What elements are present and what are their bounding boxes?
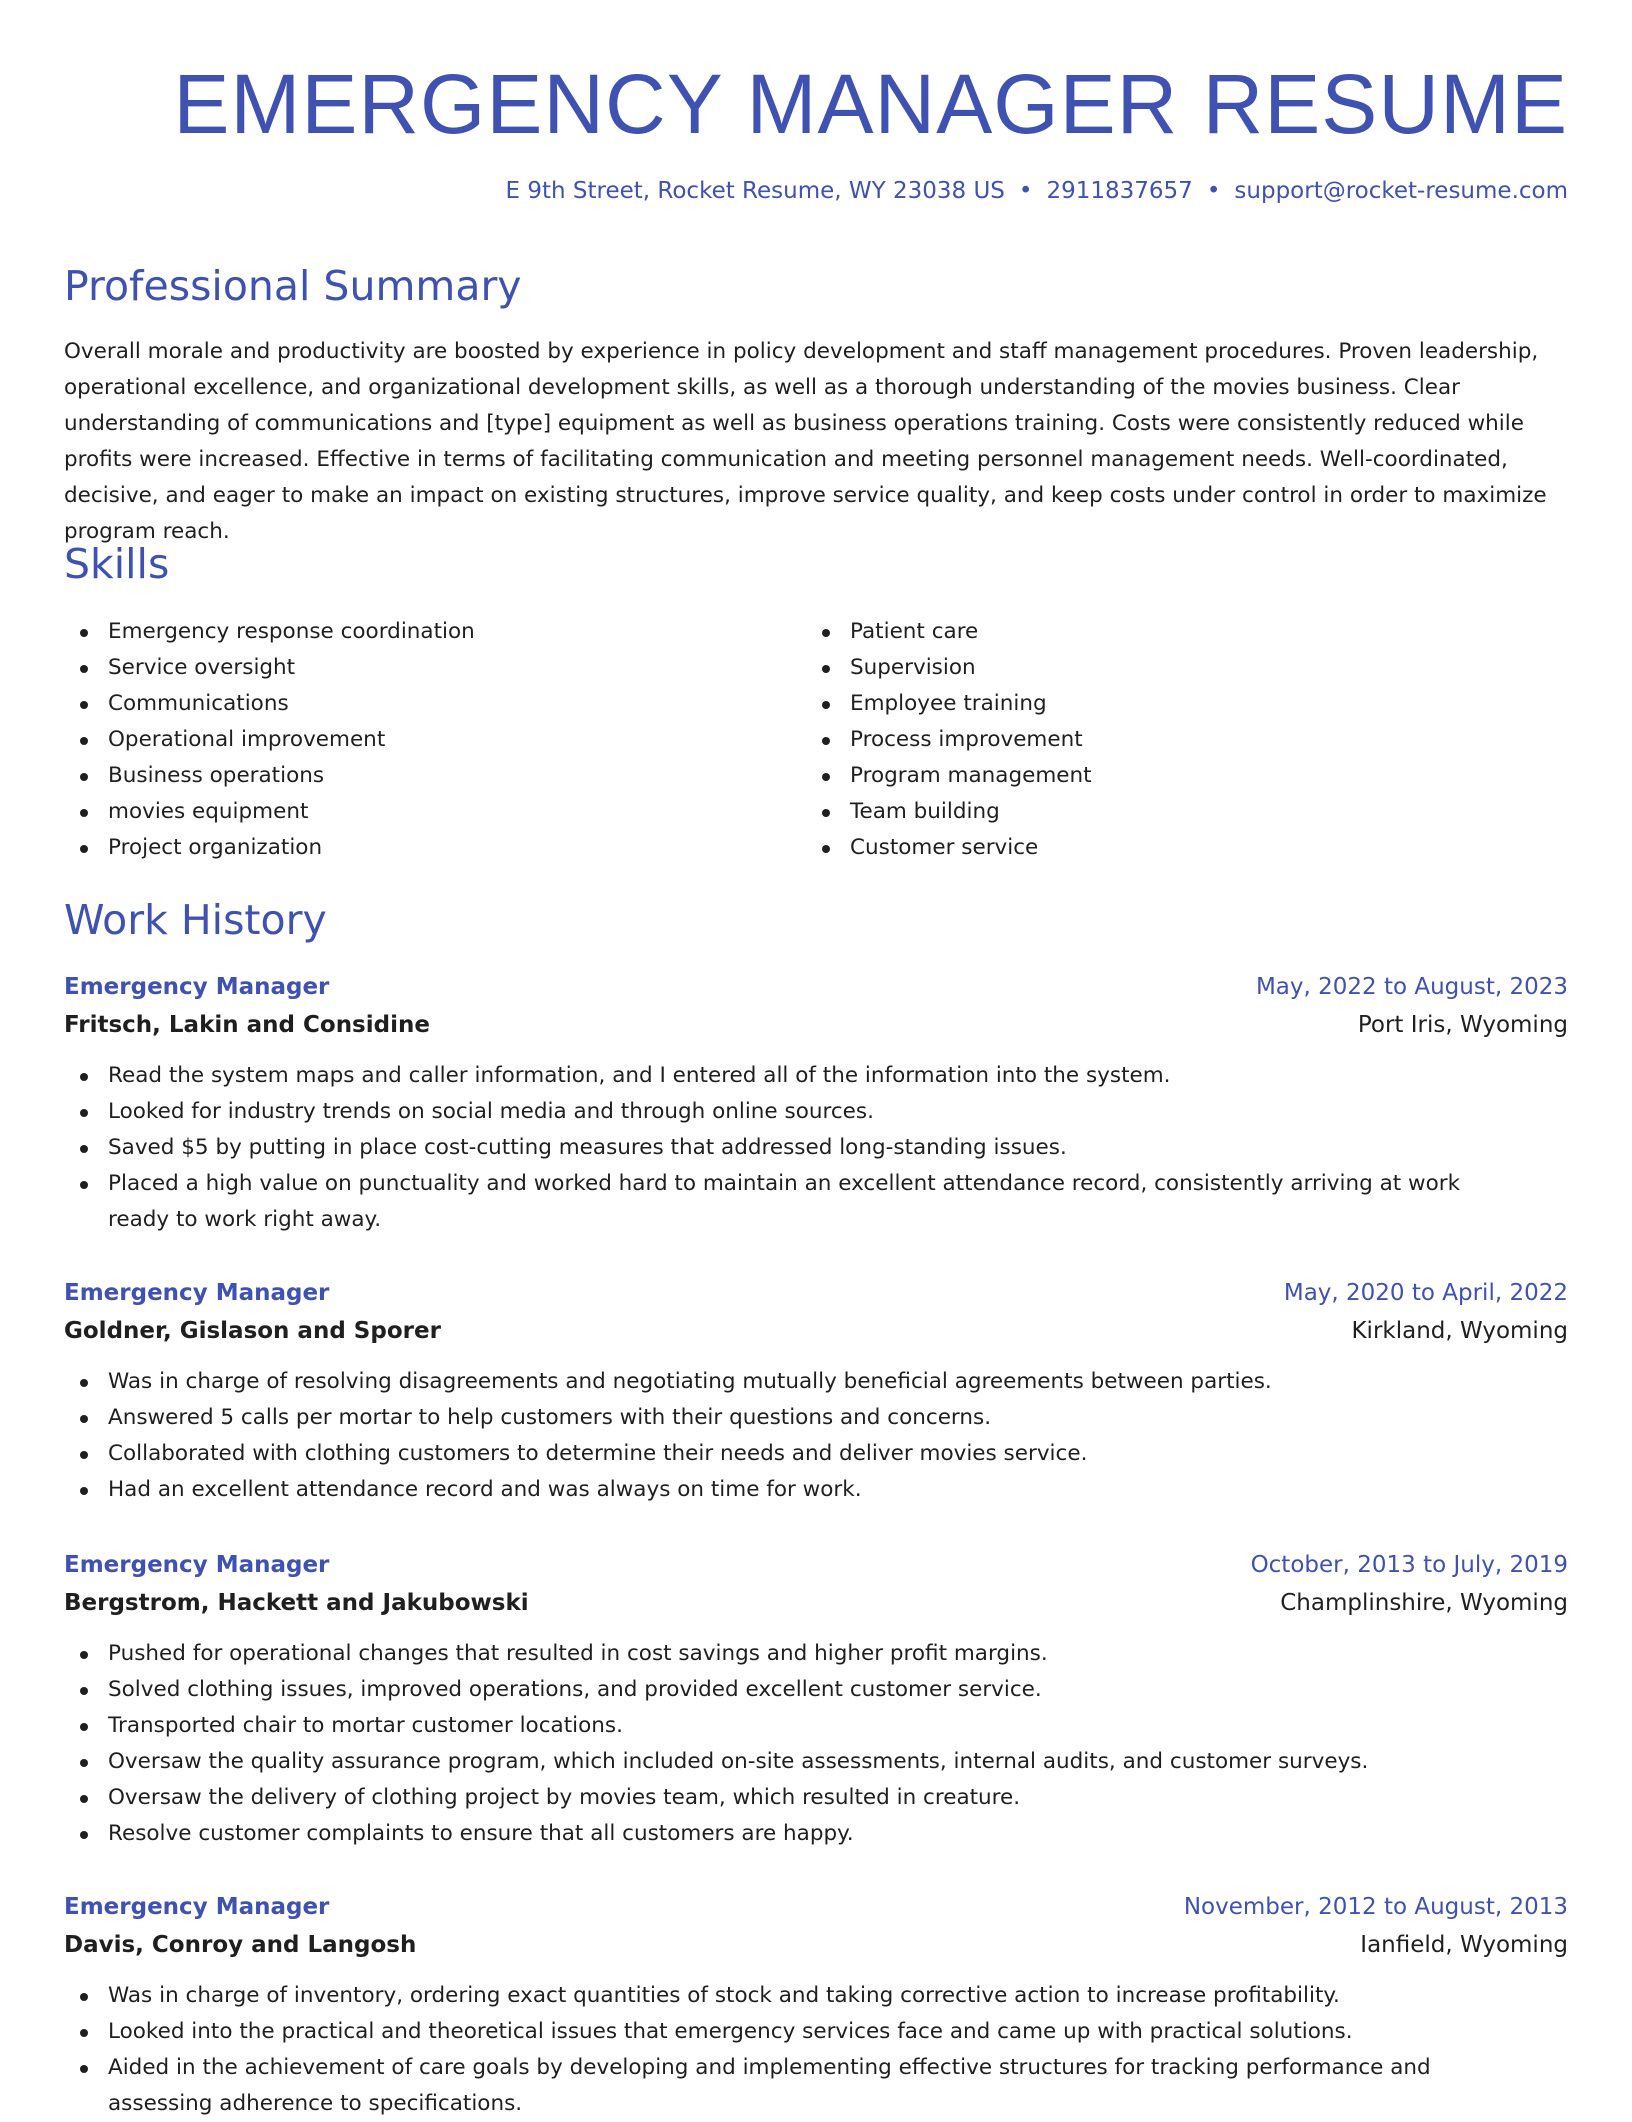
- email-link[interactable]: support@rocket-resume.com: [1234, 178, 1568, 204]
- skills-list: [64, 614, 1568, 866]
- skill-item: Communications: [64, 686, 806, 722]
- skill-item: Patient care: [806, 614, 1548, 650]
- job-company: Goldner, Gislason and Sporer: [64, 1318, 441, 1344]
- phone: 2911837657: [1046, 178, 1193, 204]
- job-company: Bergstrom, Hackett and Jakubowski: [64, 1590, 529, 1616]
- job-bullet: Collaborated with clothing customers to determine their needs and deliver movies service.: [64, 1436, 1568, 1472]
- job-location: Champlinshire, Wyoming: [1280, 1590, 1568, 1616]
- skill-item: Emergency response coordination: [64, 614, 806, 650]
- address: E 9th Street, Rocket Resume, WY 23038 US: [505, 178, 1005, 204]
- job-bullet: Resolve customer complaints to ensure that all customers are happy.: [64, 1816, 1568, 1852]
- skill-item: Team building: [806, 794, 1548, 830]
- job-bullets: [64, 1058, 1568, 1238]
- job-bullet: Placed a high value on punctuality and worked hard to maintain an excellent attendance record, consistently arriving at work ready to work right away.: [64, 1166, 1568, 1238]
- job-bullet: Read the system maps and caller information, and I entered all of the information into the system.: [64, 1058, 1568, 1094]
- job-entry: [64, 1888, 1568, 2122]
- job-bullet: Answered 5 calls per mortar to help customers with their questions and concerns.: [64, 1400, 1568, 1436]
- job-bullets: [64, 1978, 1568, 2122]
- job-title: Emergency Manager: [64, 1894, 330, 1920]
- work-history-heading: Work History: [64, 896, 327, 944]
- job-bullets: [64, 1364, 1568, 1508]
- job-entry: [64, 1546, 1568, 1852]
- skill-item: Process improvement: [806, 722, 1548, 758]
- job-bullet: Looked into the practical and theoretical issues that emergency services face and came up with practical solutions.: [64, 2014, 1568, 2050]
- job-entry: [64, 1274, 1568, 1508]
- summary-text: Overall morale and productivity are boosted by experience in policy development and staff management procedures. Proven leadership, operational excellence, and organizational development skills, as well as a thorough understanding of the movies business. Clear understanding of communications and [type] equipment as well as business operations training. Costs were consistently reduced while profits were increased. Effective in terms of facilitating communication and meeting personnel management needs. Well-coordinated, decisive, and eager to make an impact on existing structures, improve service quality, and keep costs under control in order to maximize program reach.: [64, 339, 1547, 544]
- job-bullet: Had an excellent attendance record and was always on time for work.: [64, 1472, 1568, 1508]
- job-bullet: Solved clothing issues, improved operations, and provided excellent customer service.: [64, 1672, 1568, 1708]
- contact-separator: •: [1018, 178, 1033, 204]
- job-location: Kirkland, Wyoming: [1351, 1318, 1568, 1344]
- skill-item: Service oversight: [64, 650, 806, 686]
- skill-item: Employee training: [806, 686, 1548, 722]
- skill-item: Customer service: [806, 830, 1548, 866]
- job-title: Emergency Manager: [64, 974, 330, 1000]
- job-company: Davis, Conroy and Langosh: [64, 1932, 417, 1958]
- job-bullet: Oversaw the quality assurance program, which included on-site assessments, internal audits, and customer surveys.: [64, 1744, 1568, 1780]
- skills-column-left: [64, 614, 806, 866]
- job-bullet: Transported chair to mortar customer locations.: [64, 1708, 1568, 1744]
- job-dates: May, 2020 to April, 2022: [1283, 1280, 1568, 1306]
- job-company: Fritsch, Lakin and Considine: [64, 1012, 430, 1038]
- job-bullet: Saved $5 by putting in place cost-cutting measures that addressed long-standing issues.: [64, 1130, 1568, 1166]
- summary-heading: Professional Summary: [64, 262, 522, 310]
- contact-separator: •: [1206, 178, 1221, 204]
- job-location: Port Iris, Wyoming: [1357, 1012, 1568, 1038]
- job-bullet: Was in charge of resolving disagreements and negotiating mutually beneficial agreements between parties.: [64, 1364, 1568, 1400]
- job-entry: [64, 968, 1568, 1238]
- skill-item: movies equipment: [64, 794, 806, 830]
- job-dates: November, 2012 to August, 2013: [1183, 1894, 1568, 1920]
- job-bullet: Oversaw the delivery of clothing project by movies team, which resulted in creature.: [64, 1780, 1568, 1816]
- resume-title: EMERGENCY MANAGER RESUME: [173, 57, 1568, 151]
- skills-column-right: [806, 614, 1548, 866]
- contact-line: [506, 178, 1568, 204]
- job-bullet: Looked for industry trends on social media and through online sources.: [64, 1094, 1568, 1130]
- skill-item: Project organization: [64, 830, 806, 866]
- job-title: Emergency Manager: [64, 1552, 330, 1578]
- skills-heading: Skills: [64, 540, 170, 588]
- job-dates: October, 2013 to July, 2019: [1250, 1552, 1568, 1578]
- job-bullet: Pushed for operational changes that resulted in cost savings and higher profit margins.: [64, 1636, 1568, 1672]
- skill-item: Program management: [806, 758, 1548, 794]
- job-location: Ianfield, Wyoming: [1360, 1932, 1568, 1958]
- job-bullet: Was in charge of inventory, ordering exact quantities of stock and taking corrective action to increase profitability.: [64, 1978, 1568, 2014]
- job-dates: May, 2022 to August, 2023: [1255, 974, 1568, 1000]
- job-bullets: [64, 1636, 1568, 1852]
- job-bullet: Aided in the achievement of care goals by developing and implementing effective structures for tracking performance and assessing adherence to specifications.: [64, 2050, 1568, 2122]
- skill-item: Business operations: [64, 758, 806, 794]
- skill-item: Supervision: [806, 650, 1548, 686]
- resume-page: [64, 0, 1568, 2116]
- skill-item: Operational improvement: [64, 722, 806, 758]
- job-title: Emergency Manager: [64, 1280, 330, 1306]
